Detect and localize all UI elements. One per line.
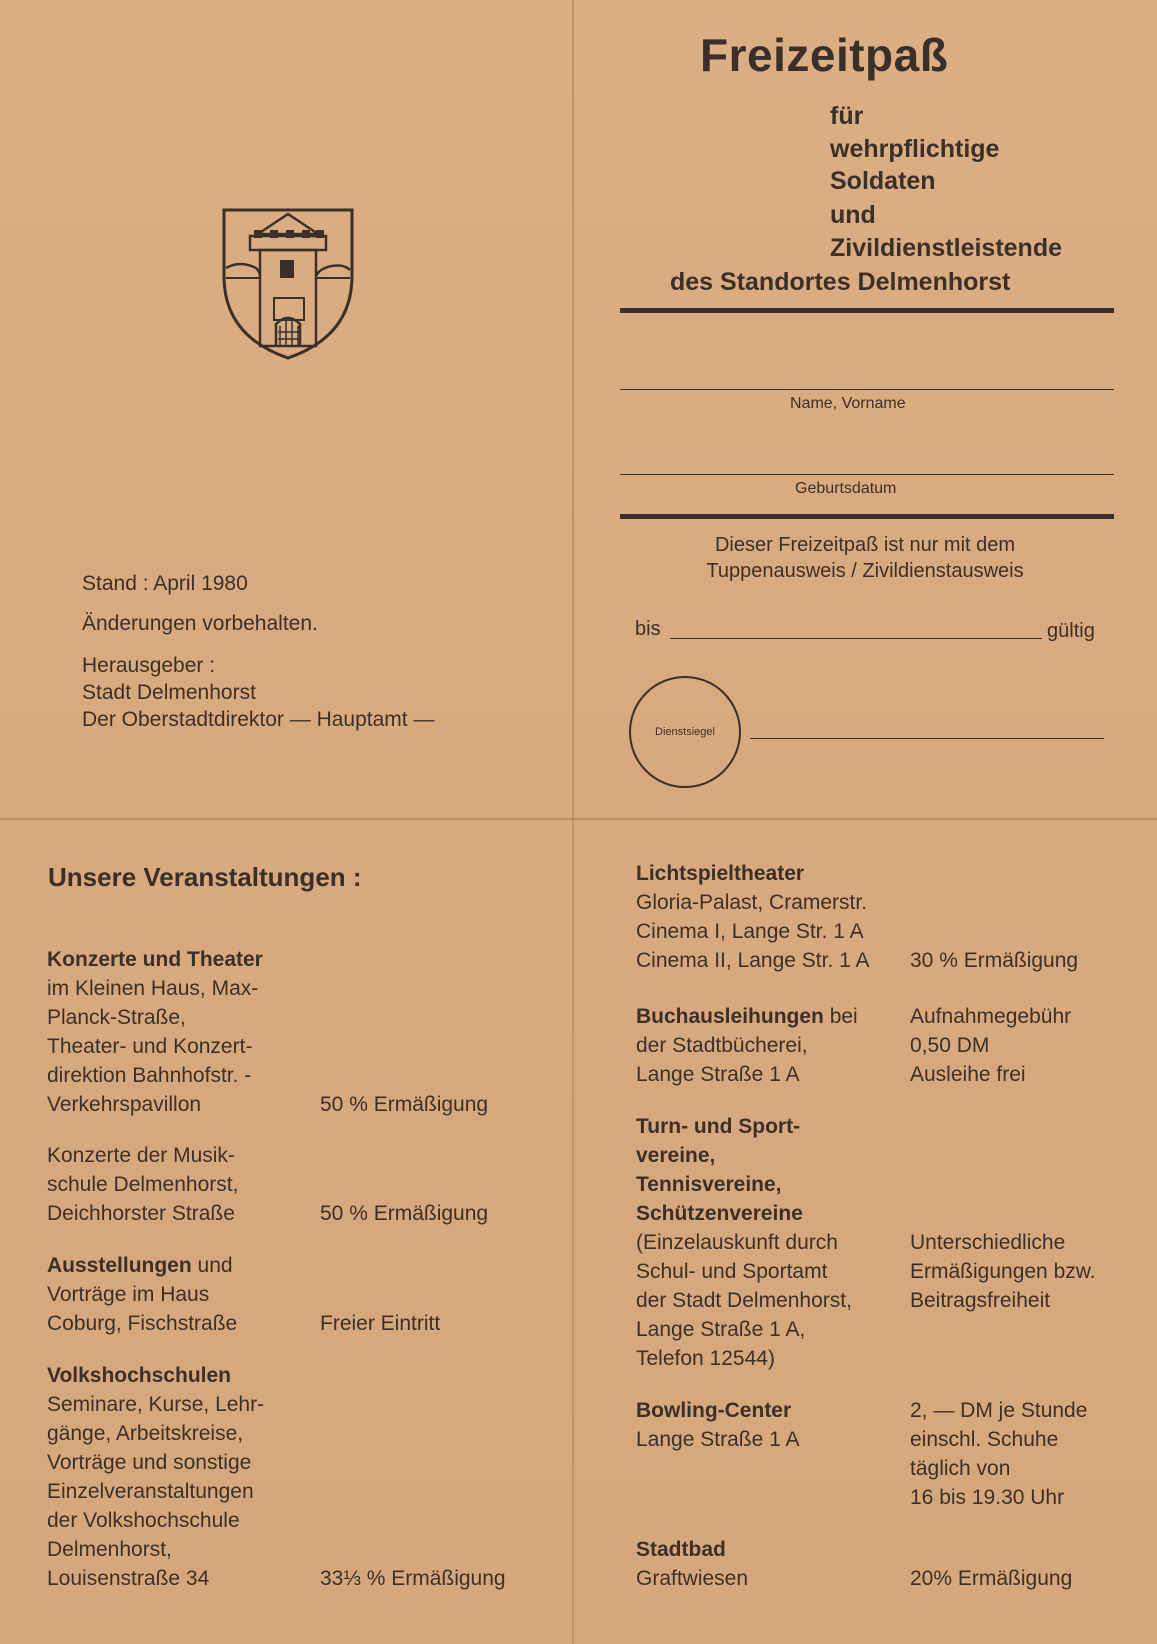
event-benefit-line: Unterschiedliche [910, 1231, 1066, 1254]
event-line: Lange Straße 1 A, [636, 1318, 806, 1341]
event-line: Schul- und Sportamt [636, 1260, 828, 1283]
event-title-suffix: und [191, 1254, 233, 1277]
event-line: Theater- und Konzert- [47, 1035, 253, 1058]
event-title: Turn- und Sport- [636, 1115, 801, 1138]
event-line: Einzelveranstaltungen [47, 1480, 254, 1503]
pass-title: Freizeitpaß [700, 29, 949, 81]
event-benefit [910, 1002, 1071, 1089]
event-benefit-line: Aufnahmegebühr [910, 1005, 1072, 1028]
event-line: schule Delmenhorst, [47, 1173, 239, 1196]
event-line: Louisenstraße 34 [47, 1567, 210, 1590]
event-title: Buchausleihungen [636, 1005, 824, 1028]
subtitle-line-2: wehrpflichtige [830, 135, 1000, 163]
event-line: Delmenhorst, [47, 1538, 172, 1561]
coat-of-arms-emblem [220, 206, 356, 362]
event-line: der Stadt Delmenhorst, [636, 1289, 852, 1312]
subtitle-line-1: für [830, 102, 864, 130]
event-swimming-pool [636, 1535, 748, 1593]
birthdate-field-line [620, 474, 1114, 475]
event-cinemas [636, 859, 869, 975]
event-line: im Kleinen Haus, Max- [47, 977, 259, 1000]
event-line: Konzerte der Musik- [47, 1144, 235, 1167]
name-field-caption: Name, Vorname [790, 395, 906, 412]
event-benefit-line: 0,50 DM [910, 1034, 990, 1057]
event-exhibitions [47, 1251, 237, 1338]
imprint-department: Der Oberstadtdirektor — Hauptamt — [82, 708, 435, 731]
valid-until-line [670, 638, 1042, 639]
imprint-publisher-label: Herausgeber : [82, 654, 216, 677]
divider-bottom [620, 514, 1114, 519]
event-music-school [47, 1141, 238, 1228]
event-benefit-line: Beitragsfreiheit [910, 1289, 1051, 1312]
event-adult-education [47, 1361, 264, 1593]
subtitle-line-3: Soldaten [830, 167, 936, 195]
event-line: Vorträge und sonstige [47, 1451, 252, 1474]
event-benefit: Freier Eintritt [320, 1312, 441, 1335]
event-line: Gloria-Palast, Cramerstr. [636, 891, 868, 914]
event-benefit [910, 1228, 1096, 1315]
event-line: Vorträge im Haus [47, 1283, 210, 1306]
event-line: gänge, Arbeitskreise, [47, 1422, 244, 1445]
event-sports-clubs [636, 1112, 852, 1373]
event-benefit-line: Ausleihe frei [910, 1063, 1026, 1086]
event-line: Lange Straße 1 A [636, 1063, 800, 1086]
event-library [636, 1002, 858, 1089]
subtitle-line-4: und [830, 201, 876, 229]
horizontal-fold-line [0, 818, 1157, 820]
subtitle-line-5: Zivildienstleistende [830, 234, 1063, 262]
event-title: Volkshochschulen [47, 1364, 231, 1387]
event-line: Planck-Straße, [47, 1006, 186, 1029]
event-benefit: 50 % Ermäßigung [320, 1093, 489, 1116]
event-benefit-line: einschl. Schuhe [910, 1428, 1059, 1451]
divider-top [620, 308, 1114, 313]
event-line: Cinema II, Lange Str. 1 A [636, 949, 870, 972]
event-line: Graftwiesen [636, 1567, 749, 1590]
event-benefit: 50 % Ermäßigung [320, 1202, 489, 1225]
event-title: Ausstellungen [47, 1254, 192, 1277]
event-benefit-line: täglich von [910, 1457, 1011, 1480]
event-title: Konzerte und Theater [47, 948, 263, 971]
event-line: Lange Straße 1 A [636, 1428, 800, 1451]
vertical-fold-line [572, 0, 574, 1644]
event-title: Stadtbad [636, 1538, 726, 1561]
event-benefit [910, 1396, 1087, 1512]
event-title: Schützenvereine [636, 1202, 803, 1225]
event-title: Bowling-Center [636, 1399, 792, 1422]
imprint-stand: Stand : April 1980 [82, 572, 248, 595]
event-title: Lichtspieltheater [636, 862, 805, 885]
seal-label: Dienstsiegel [655, 726, 715, 738]
event-title: Tennisvereine, [636, 1173, 782, 1196]
location-line: des Standortes Delmenhorst [670, 268, 1011, 296]
events-heading: Unsere Veranstaltungen : [48, 862, 362, 892]
birthdate-field-caption: Geburtsdatum [795, 480, 897, 497]
event-title-suffix: bei [823, 1005, 858, 1028]
event-line: der Stadtbücherei, [636, 1034, 808, 1057]
event-line: Seminare, Kurse, Lehr- [47, 1393, 265, 1416]
event-benefit: 20% Ermäßigung [910, 1567, 1073, 1590]
event-benefit-line: 16 bis 19.30 Uhr [910, 1486, 1065, 1509]
event-line: Coburg, Fischstraße [47, 1312, 238, 1335]
validity-note-line-1: Dieser Freizeitpaß ist nur mit dem [714, 534, 1016, 556]
event-benefit-line: Ermäßigungen bzw. [910, 1260, 1096, 1283]
name-field-line [620, 389, 1114, 390]
event-line: Deichhorster Straße [47, 1202, 235, 1225]
event-bowling [636, 1396, 799, 1454]
event-line: Telefon 12544) [636, 1347, 775, 1370]
event-line: der Volkshochschule [47, 1509, 240, 1532]
validity-note-line-2: Tuppenausweis / Zivildienstausweis [706, 560, 1024, 582]
event-benefit: 30 % Ermäßigung [910, 949, 1079, 972]
event-concerts-theater [47, 945, 263, 1119]
event-line: direktion Bahnhofstr. - [47, 1064, 252, 1087]
valid-until-prefix: bis [635, 618, 661, 640]
event-title: vereine, [636, 1144, 716, 1167]
event-benefit: 33⅓ % Ermäßigung [320, 1567, 506, 1590]
signature-line [750, 738, 1104, 739]
imprint-publisher-name: Stadt Delmenhorst [82, 681, 256, 704]
event-line: Cinema I, Lange Str. 1 A [636, 920, 864, 943]
official-seal-circle [629, 676, 741, 788]
event-benefit-line: 2, — DM je Stunde [910, 1399, 1088, 1422]
valid-suffix: gültig [1047, 620, 1095, 642]
imprint-changes: Änderungen vorbehalten. [82, 612, 318, 635]
event-line: Verkehrspavillon [47, 1093, 202, 1116]
event-line: (Einzelauskunft durch [636, 1231, 838, 1254]
